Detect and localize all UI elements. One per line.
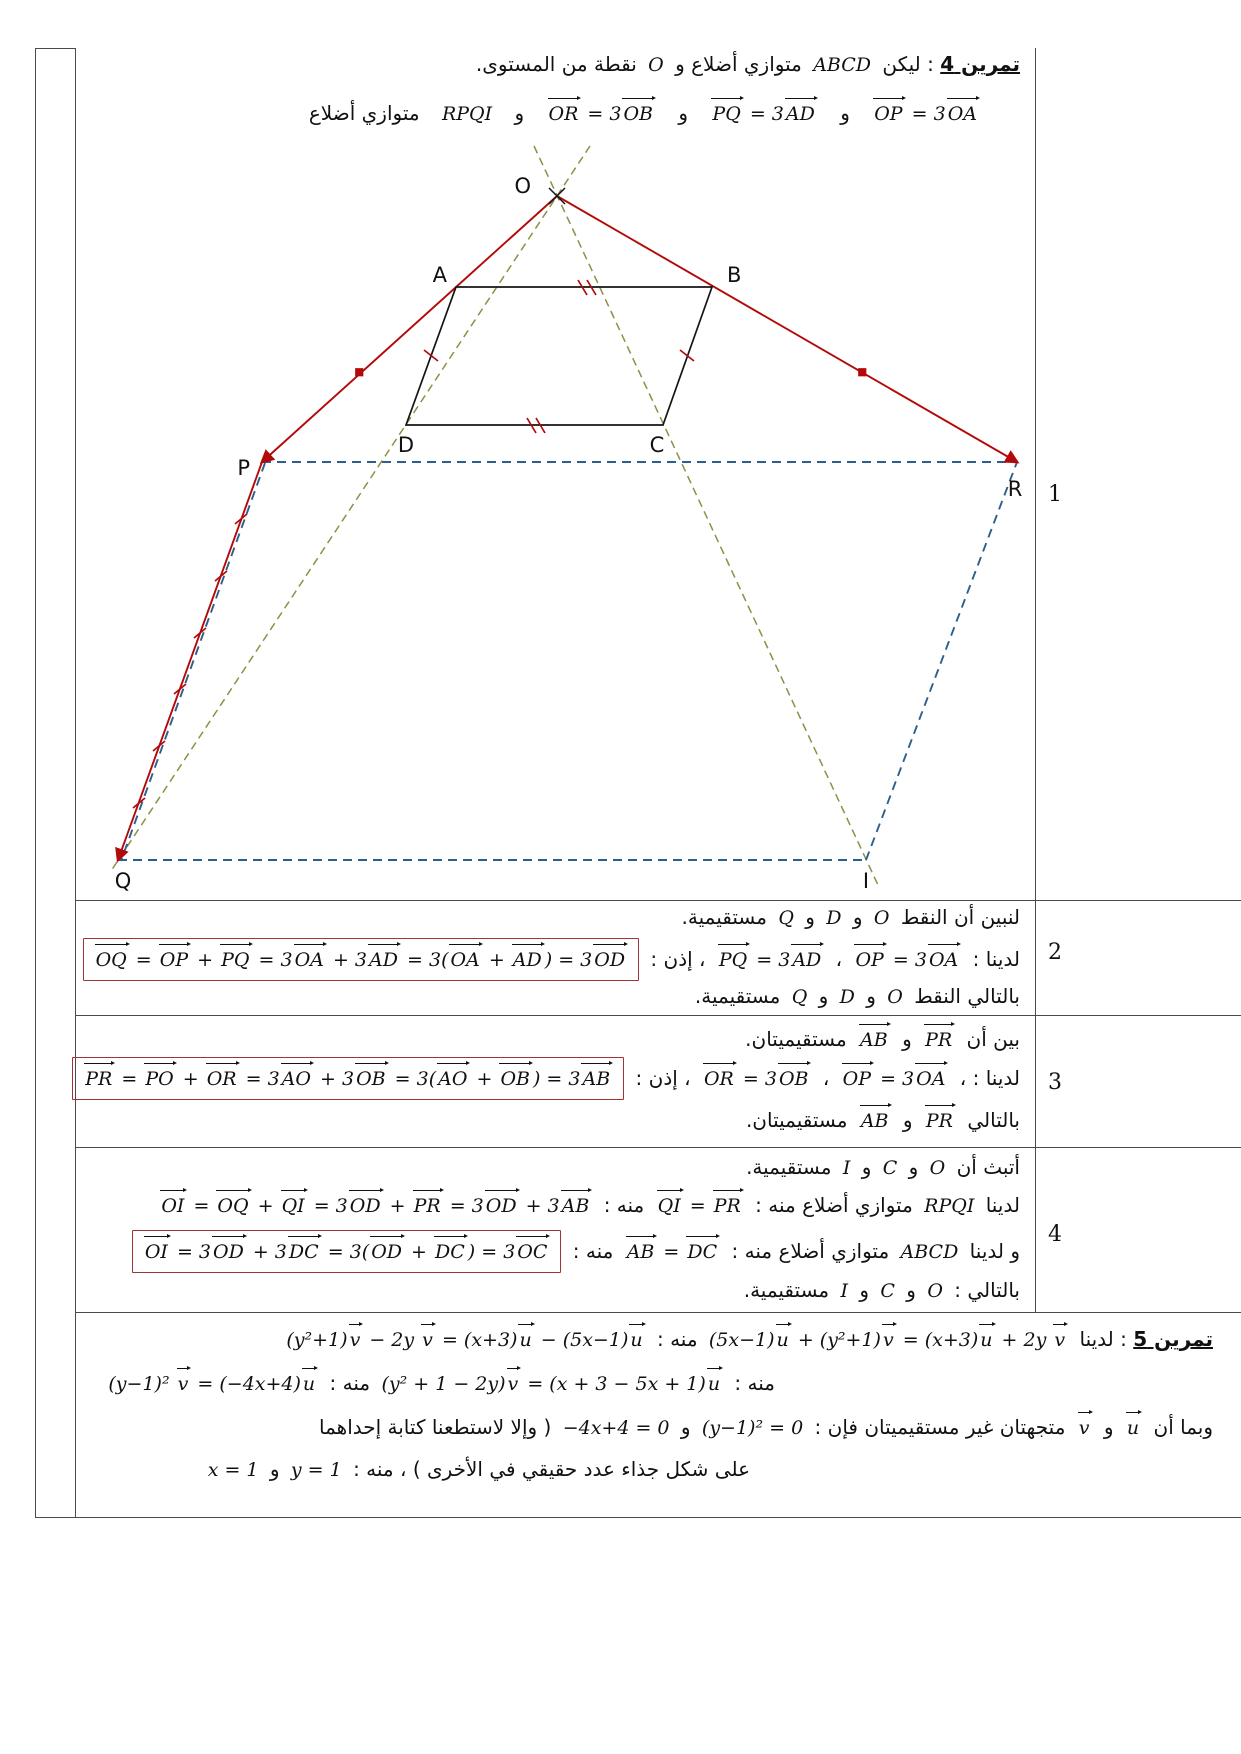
row2-conclusion: بالتالي النقط O و D و Q مستقيمية. — [694, 984, 1020, 1008]
row-border-2 — [75, 1015, 1241, 1016]
margin-number-3: 3 — [1048, 1070, 1062, 1095]
red-tick-marks — [133, 280, 866, 808]
number-column-separator — [1035, 48, 1036, 1312]
row4-derivation1: لدينا RPQI متوازي أضلاع منه : QI = PR منه : OI = OQ + QI = 3 OD + PR = 3 OD + 3 AB — [154, 1188, 1020, 1221]
margin-number-1: 1 — [1048, 482, 1062, 507]
exercise4-title-line: تمرين 4 : ليكن ABCD متوازي أضلاع و O نقطة من المستوى. — [475, 52, 1020, 76]
point-label-O: O — [514, 174, 531, 198]
exercise5-line4: على شكل جذاء عدد حقيقي في الأخرى ) ، منه : y = 1 و x = 1 — [207, 1457, 750, 1481]
point-label-B: B — [727, 263, 742, 287]
olive-collinearity-lines — [111, 146, 878, 885]
point-label-D: D — [397, 433, 415, 457]
blue-dashed-parallelogram-RPQI — [118, 462, 1017, 861]
row4-derivation2: و لدينا ABCD متوازي أضلاع منه : AB = DC منه : OI = 3 OD + 3 DC = 3( OD + DC ) = 3 OC — [127, 1230, 1020, 1273]
exercise5-line3: وبما أن u و v متجهتان غير مستقيميتان فإن : (y−1)² = 0 و −4x+4 = 0 ( وإلا لاستطعنا كتابة إحداهما — [319, 1410, 1213, 1443]
geometry-figure — [75, 130, 1035, 900]
row3-derivation: لدينا : ، OP = 3 OA ، OR = 3 OB ، إذن : PR = PO + OR = 3 AO + 3 OB = 3( AO + OB ) = 3 AB — [67, 1057, 1020, 1100]
red-vector-rays — [118, 196, 1017, 860]
point-labels — [115, 174, 1023, 893]
point-label-I: I — [862, 869, 870, 893]
row4-statement: أتبث أن O و C و I مستقيمية. — [746, 1155, 1020, 1179]
row-border-1 — [75, 900, 1241, 901]
row3-conclusion: بالتالي PR و AB مستقيميتان. — [746, 1103, 1020, 1136]
row2-statement: لنبين أن النقط O و D و Q مستقيمية. — [681, 905, 1020, 929]
margin-number-4: 4 — [1048, 1222, 1062, 1247]
point-label-P: P — [237, 456, 250, 480]
margin-number-2: 2 — [1048, 940, 1062, 965]
point-label-A: A — [432, 263, 447, 287]
left-margin-border-outer — [35, 48, 36, 1517]
point-label-R: R — [1007, 477, 1023, 501]
point-label-Q: Q — [114, 869, 132, 893]
exercise5-line2: منه : (y² + 1 − 2y) v = (x + 3 − 5x + 1) u منه : (y−1)² v = (−4x+4) u — [103, 1366, 775, 1399]
point-O-cross-mark — [549, 188, 565, 204]
left-margin-border-top — [35, 48, 75, 49]
row2-derivation: لدينا : OP = 3 OA ، PQ = 3 AD ، إذن : OQ = OP + PQ = 3 OA + 3 AD = 3( OA + AD ) = 3 OD — [78, 938, 1020, 981]
exercise4-given-vectors-line: OP = 3 OA و PQ = 3 AD و OR = 3 OB و RPQI متوازي أضلاع — [309, 96, 996, 129]
row4-conclusion: بالتالي : O و C و I مستقيمية. — [743, 1278, 1020, 1302]
row-border-4 — [75, 1312, 1241, 1313]
point-label-C: C — [649, 433, 665, 457]
table-border-bottom — [35, 1517, 1241, 1518]
row-border-3 — [75, 1147, 1241, 1148]
row3-statement: بين أن PR و AB مستقيميتان. — [745, 1022, 1020, 1055]
exercise5-line1: تمرين 5 : لدينا (5x−1) u + (y²+1) v = (x+3) u + 2y v منه : (y²+1) v − 2y v = (x+3) u − (5x−1) u — [281, 1322, 1213, 1355]
